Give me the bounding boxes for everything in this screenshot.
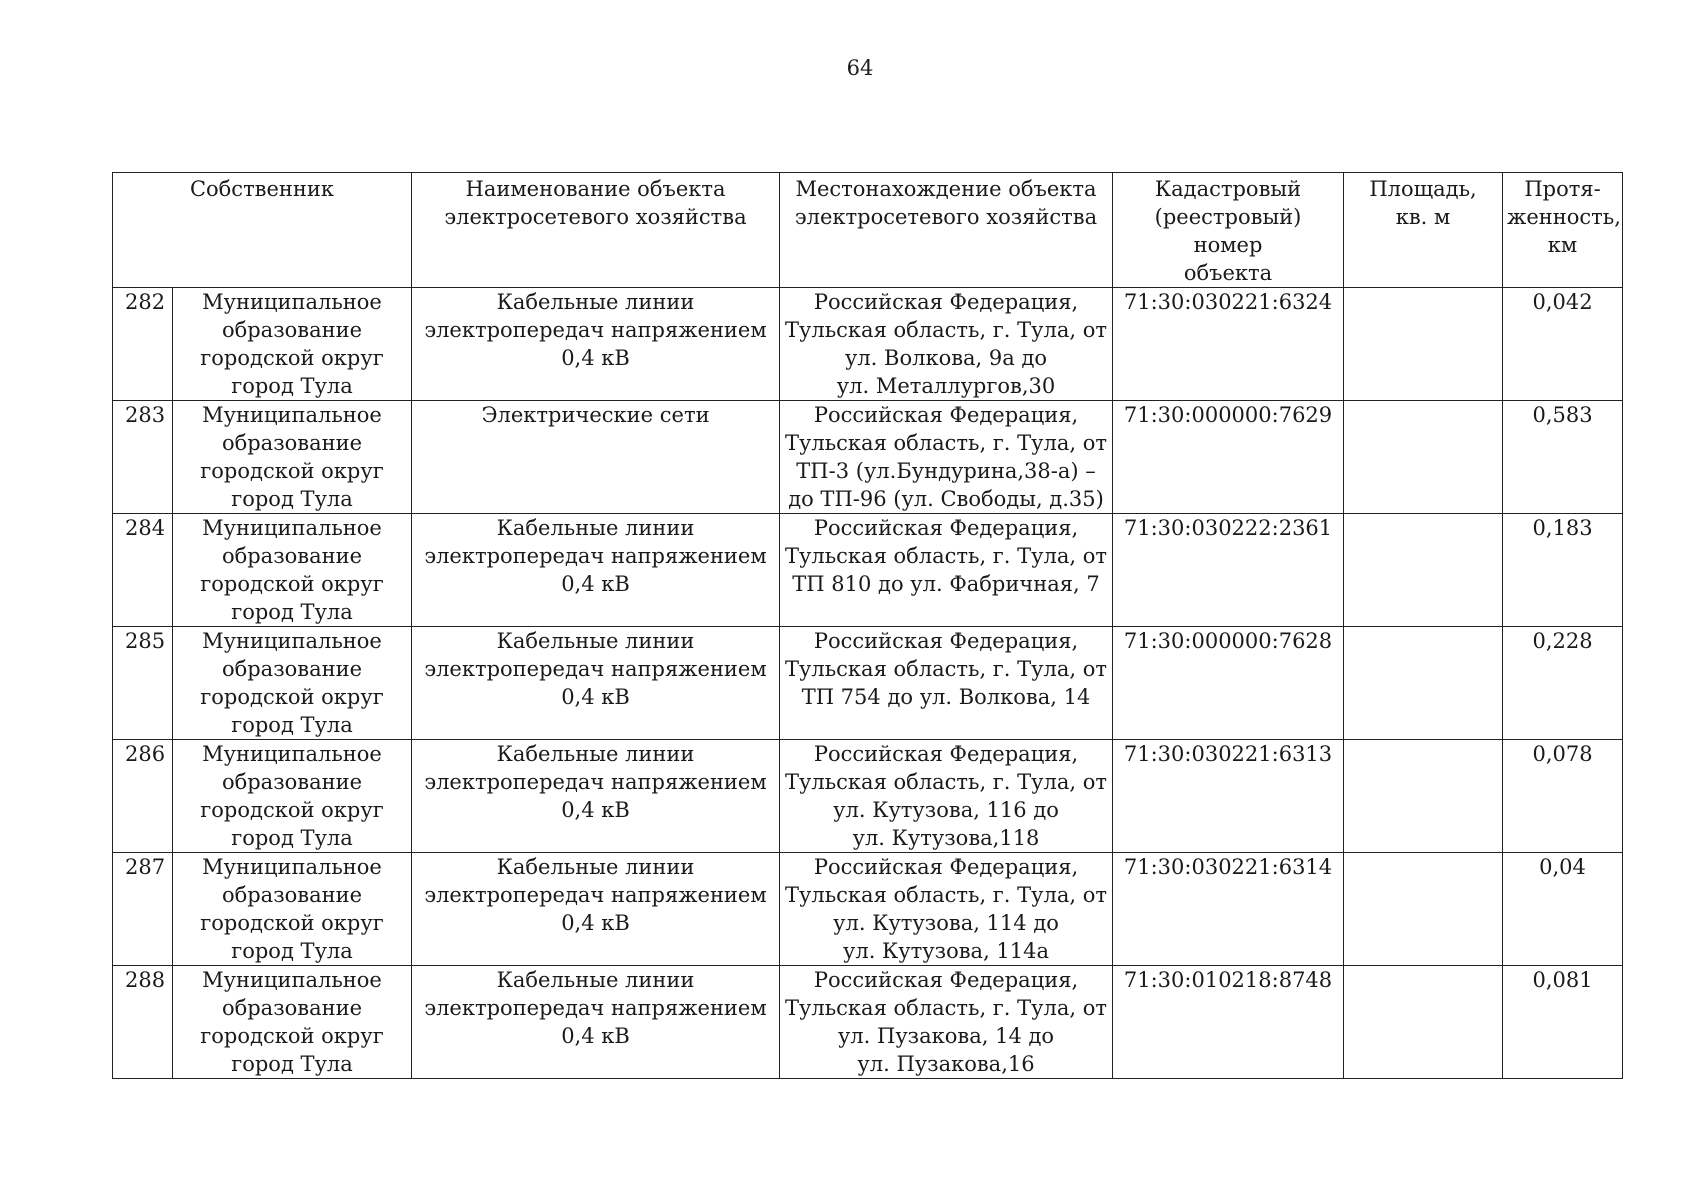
- owner-cell: [173, 853, 412, 966]
- owner-line: образование: [221, 544, 363, 568]
- cadastral-number-cell: 71:30:000000:7629: [1113, 401, 1344, 514]
- location-line: ТП 754 до ул. Волкова, 14: [801, 685, 1091, 709]
- cadastral-number-cell: 71:30:030222:2361: [1113, 514, 1344, 627]
- table-row: [113, 966, 1623, 1079]
- location-line: Тульская область, г. Тула, от: [785, 544, 1107, 568]
- owner-line: Муниципальное: [202, 403, 382, 427]
- location-cell: [780, 627, 1113, 740]
- owner-line: город Тула: [231, 374, 353, 398]
- object-name-cell: [412, 853, 780, 966]
- object-name-line: Кабельные линии: [496, 742, 695, 766]
- object-name-line: Кабельные линии: [496, 290, 695, 314]
- table-body: [113, 288, 1623, 1079]
- object-name-cell: [412, 627, 780, 740]
- object-name-line: 0,4 кВ: [561, 1024, 630, 1048]
- page-number: 64: [846, 56, 874, 80]
- location-cell: [780, 401, 1113, 514]
- length-cell: 0,228: [1503, 627, 1623, 740]
- owner-line: городской округ: [200, 346, 384, 370]
- header-area: [1344, 173, 1503, 288]
- area-cell: [1344, 627, 1503, 740]
- owner-line: образование: [221, 318, 363, 342]
- location-line: Тульская область, г. Тула, от: [785, 770, 1107, 794]
- owner-line: городской округ: [200, 798, 384, 822]
- location-line: ул. Кутузова,118: [852, 826, 1040, 850]
- owner-line: Муниципальное: [202, 742, 382, 766]
- object-name-cell: [412, 288, 780, 401]
- owner-line: Муниципальное: [202, 968, 382, 992]
- length-cell: 0,081: [1503, 966, 1623, 1079]
- location-line: ул. Волкова, 9а до: [844, 346, 1048, 370]
- header-length-line: женность,: [1507, 205, 1621, 229]
- header-cadastral-line: Кадастровый: [1154, 177, 1302, 201]
- length-cell: 0,583: [1503, 401, 1623, 514]
- owner-cell: [173, 514, 412, 627]
- owner-line: Муниципальное: [202, 855, 382, 879]
- location-line: ул. Пузакова, 14 до: [837, 1024, 1055, 1048]
- owner-cell: [173, 401, 412, 514]
- owner-line: городской округ: [200, 459, 384, 483]
- owner-line: образование: [221, 657, 363, 681]
- registry-table: [112, 172, 1623, 1079]
- location-line: Тульская область, г. Тула, от: [785, 657, 1107, 681]
- location-line: Тульская область, г. Тула, от: [785, 431, 1107, 455]
- location-line: ул. Металлургов,30: [836, 374, 1056, 398]
- object-name-line: электропередач напряжением: [424, 770, 767, 794]
- owner-line: образование: [221, 770, 363, 794]
- location-line: Российская Федерация,: [813, 403, 1079, 427]
- table-row: [113, 627, 1623, 740]
- location-cell: [780, 288, 1113, 401]
- length-cell: 0,04: [1503, 853, 1623, 966]
- owner-line: образование: [221, 996, 363, 1020]
- length-cell: 0,183: [1503, 514, 1623, 627]
- cadastral-number-cell: 71:30:030221:6314: [1113, 853, 1344, 966]
- cadastral-number-cell: 71:30:010218:8748: [1113, 966, 1344, 1079]
- object-name-line: 0,4 кВ: [561, 798, 630, 822]
- table-row: [113, 514, 1623, 627]
- owner-line: Муниципальное: [202, 290, 382, 314]
- owner-line: образование: [221, 883, 363, 907]
- header-name: [412, 173, 780, 288]
- location-line: ул. Кутузова, 116 до: [833, 798, 1059, 822]
- location-line: Российская Федерация,: [813, 290, 1079, 314]
- row-number: 283: [113, 401, 173, 514]
- owner-cell: [173, 740, 412, 853]
- header-cadastral-line: объекта: [1183, 261, 1273, 285]
- location-line: ТП-3 (ул.Бундурина,38-а) –: [796, 459, 1096, 483]
- object-name-cell: [412, 514, 780, 627]
- row-number: 282: [113, 288, 173, 401]
- location-line: Тульская область, г. Тула, от: [785, 318, 1107, 342]
- area-cell: [1344, 288, 1503, 401]
- location-line: до ТП-96 (ул. Свободы, д.35): [788, 487, 1104, 511]
- object-name-line: электропередач напряжением: [424, 883, 767, 907]
- cadastral-number-cell: 71:30:030221:6313: [1113, 740, 1344, 853]
- owner-line: город Тула: [231, 939, 353, 963]
- owner-cell: [173, 966, 412, 1079]
- header-name-line: электросетевого хозяйства: [444, 205, 747, 229]
- object-name-line: 0,4 кВ: [561, 572, 630, 596]
- owner-line: город Тула: [231, 826, 353, 850]
- header-area-line: кв. м: [1395, 205, 1451, 229]
- object-name-line: 0,4 кВ: [561, 685, 630, 709]
- area-cell: [1344, 401, 1503, 514]
- header-length-line: км: [1547, 233, 1578, 257]
- object-name-line: электропередач напряжением: [424, 544, 767, 568]
- owner-line: Муниципальное: [202, 516, 382, 540]
- object-name-line: электропередач напряжением: [424, 996, 767, 1020]
- location-cell: [780, 966, 1113, 1079]
- location-line: ул. Кутузова, 114 до: [833, 911, 1059, 935]
- object-name-line: Кабельные линии: [496, 629, 695, 653]
- object-name-line: Кабельные линии: [496, 855, 695, 879]
- row-number: 287: [113, 853, 173, 966]
- header-length: [1503, 173, 1623, 288]
- location-line: Российская Федерация,: [813, 968, 1079, 992]
- location-cell: [780, 514, 1113, 627]
- row-number: 286: [113, 740, 173, 853]
- object-name-line: электропередач напряжением: [424, 657, 767, 681]
- length-cell: 0,042: [1503, 288, 1623, 401]
- object-name-cell: [412, 740, 780, 853]
- owner-cell: [173, 288, 412, 401]
- area-cell: [1344, 853, 1503, 966]
- owner-line: город Тула: [231, 1052, 353, 1076]
- object-name-line: 0,4 кВ: [561, 346, 630, 370]
- owner-line: городской округ: [200, 1024, 384, 1048]
- object-name-cell: [412, 401, 780, 514]
- object-name-line: 0,4 кВ: [561, 911, 630, 935]
- object-name-line: Кабельные линии: [496, 968, 695, 992]
- owner-line: образование: [221, 431, 363, 455]
- object-name-line: электропередач напряжением: [424, 318, 767, 342]
- header-name-line: Наименование объекта: [465, 177, 726, 201]
- area-cell: [1344, 740, 1503, 853]
- length-cell: 0,078: [1503, 740, 1623, 853]
- row-number: 284: [113, 514, 173, 627]
- header-location-line: электросетевого хозяйства: [794, 205, 1098, 229]
- location-line: ул. Пузакова,16: [857, 1052, 1035, 1076]
- row-number: 285: [113, 627, 173, 740]
- location-line: Российская Федерация,: [813, 516, 1079, 540]
- location-line: Тульская область, г. Тула, от: [785, 996, 1107, 1020]
- location-line: ТП 810 до ул. Фабричная, 7: [792, 572, 1100, 596]
- header-location: [780, 173, 1113, 288]
- location-cell: [780, 740, 1113, 853]
- owner-cell: [173, 627, 412, 740]
- header-row: [113, 173, 1623, 288]
- owner-line: городской округ: [200, 685, 384, 709]
- location-line: Российская Федерация,: [813, 629, 1079, 653]
- header-length-line: Протя-: [1524, 177, 1601, 201]
- owner-line: Муниципальное: [202, 629, 382, 653]
- header-location-line: Местонахождение объекта: [795, 177, 1097, 201]
- object-name-line: Электрические сети: [481, 403, 710, 427]
- header-owner: Собственник: [113, 173, 412, 288]
- area-cell: [1344, 514, 1503, 627]
- owner-line: город Тула: [231, 600, 353, 624]
- location-line: ул. Кутузова, 114а: [843, 939, 1050, 963]
- table-row: [113, 401, 1623, 514]
- area-cell: [1344, 966, 1503, 1079]
- table-row: [113, 853, 1623, 966]
- owner-line: городской округ: [200, 572, 384, 596]
- location-cell: [780, 853, 1113, 966]
- cadastral-number-cell: 71:30:000000:7628: [1113, 627, 1344, 740]
- owner-line: городской округ: [200, 911, 384, 935]
- location-line: Тульская область, г. Тула, от: [785, 883, 1107, 907]
- header-cadastral-line: (реестровый) номер: [1154, 205, 1302, 257]
- cadastral-number-cell: 71:30:030221:6324: [1113, 288, 1344, 401]
- table-row: [113, 288, 1623, 401]
- location-line: Российская Федерация,: [813, 855, 1079, 879]
- header-area-line: Площадь,: [1369, 177, 1477, 201]
- header-cadastral: [1113, 173, 1344, 288]
- object-name-line: Кабельные линии: [496, 516, 695, 540]
- object-name-cell: [412, 966, 780, 1079]
- location-line: Российская Федерация,: [813, 742, 1079, 766]
- row-number: 288: [113, 966, 173, 1079]
- table-row: [113, 740, 1623, 853]
- owner-line: город Тула: [231, 487, 353, 511]
- owner-line: город Тула: [231, 713, 353, 737]
